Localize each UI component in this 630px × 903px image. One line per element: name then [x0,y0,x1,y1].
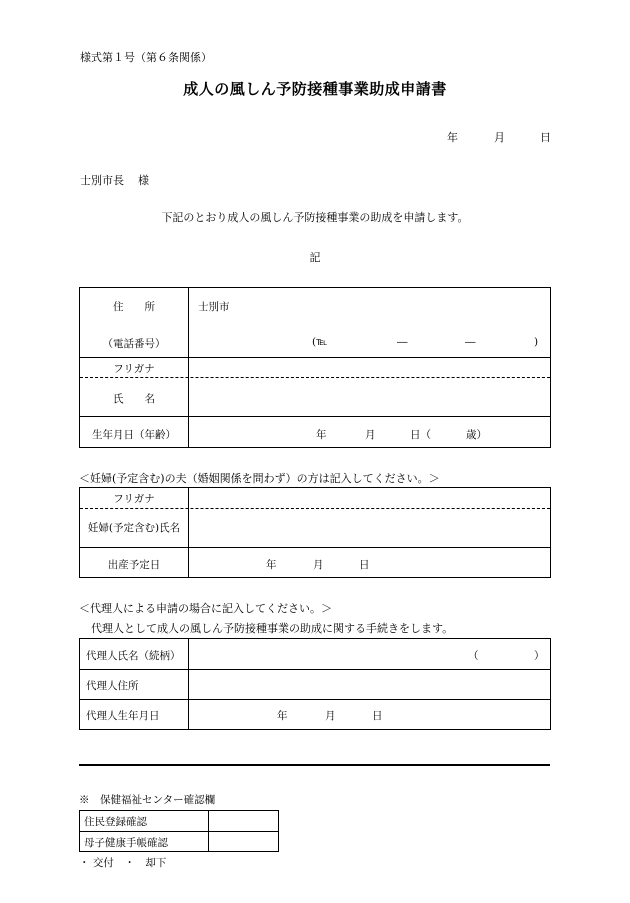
husband-section-note: ＜妊婦(予定含む)の夫（婚姻関係を問わず）の方は記入してください。＞ [79,472,440,485]
phone-dash-2: ― [465,336,476,348]
agent-table [79,638,551,730]
relation-close: ） [534,650,545,662]
address-value[interactable]: 士別市 [198,301,230,313]
agent-declaration: 代理人として成人の風しん予防接種事業の助成に関する手続きをします。 [91,622,454,635]
birth-age-label: 歳） [466,429,487,441]
date-year-label: 年 [447,131,458,144]
birth-year-label: 年 [316,429,327,441]
name-label: 氏 名 [113,393,155,405]
agent-birth-label: 代理人生年月日 [86,710,160,722]
pregnant-name-label: 妊婦(予定含む)氏名 [87,522,181,534]
section-rule [79,764,550,766]
column-divider [188,288,189,447]
agent-birth-year-label: 年 [277,710,288,722]
addressee-suffix: 様 [138,174,149,187]
row-divider [80,669,550,670]
issue-reject-options: ・ 交付 ・ 却下 [79,857,167,869]
health-center-title: ※ 保健福祉センター確認欄 [79,794,216,806]
maternal-handbook-label: 母子健康手帳確認 [84,837,168,849]
phone-close: ) [534,336,539,348]
phone-label: （電話番号） [102,338,166,350]
row-divider [80,831,278,832]
form-number: 様式第１号（第６条関係） [80,51,212,64]
phone-dash-1: ― [397,336,408,348]
row-divider [80,547,550,548]
birth-label: 生年月日（年齢） [92,429,176,441]
furigana-label: フリガナ [113,363,155,375]
due-date-label: 出産予定日 [107,559,161,571]
birth-day-label: 日（ [410,429,431,441]
addressee [80,172,149,188]
phone-prefix: (℡ [312,336,328,348]
husband-table [79,487,551,578]
intro-text: 下記のとおり成人の風しん予防接種事業の助成を申請します。 [161,211,469,224]
agent-name-label: 代理人氏名（続柄） [86,650,181,662]
resident-registration-label: 住民登録確認 [84,816,147,828]
ki-heading: 記 [309,251,321,264]
due-year-label: 年 [266,559,277,571]
address-label: 住 所 [113,301,155,313]
furigana-label: フリガナ [113,493,155,505]
relation-open: （ [468,650,479,662]
agent-address-label: 代理人住所 [86,680,139,692]
row-divider [80,357,550,358]
agent-birth-month-label: 月 [325,710,336,722]
birth-month-label: 月 [365,429,376,441]
date-month-label: 月 [494,131,505,144]
addressee-name: 士別市長 [80,174,124,187]
page-title: 成人の風しん予防接種事業助成申請書 [183,80,447,98]
furigana-divider [80,377,550,378]
due-month-label: 月 [313,559,324,571]
applicant-table [79,287,551,448]
furigana-divider [80,508,550,509]
agent-birth-day-label: 日 [372,710,383,722]
date-day-label: 日 [540,131,551,144]
column-divider [188,639,189,729]
due-day-label: 日 [359,559,370,571]
health-center-table [79,810,279,852]
row-divider [80,699,550,700]
agent-section-note: ＜代理人による申請の場合に記入してください。＞ [79,602,332,615]
row-divider [80,416,550,417]
column-divider [188,488,189,577]
